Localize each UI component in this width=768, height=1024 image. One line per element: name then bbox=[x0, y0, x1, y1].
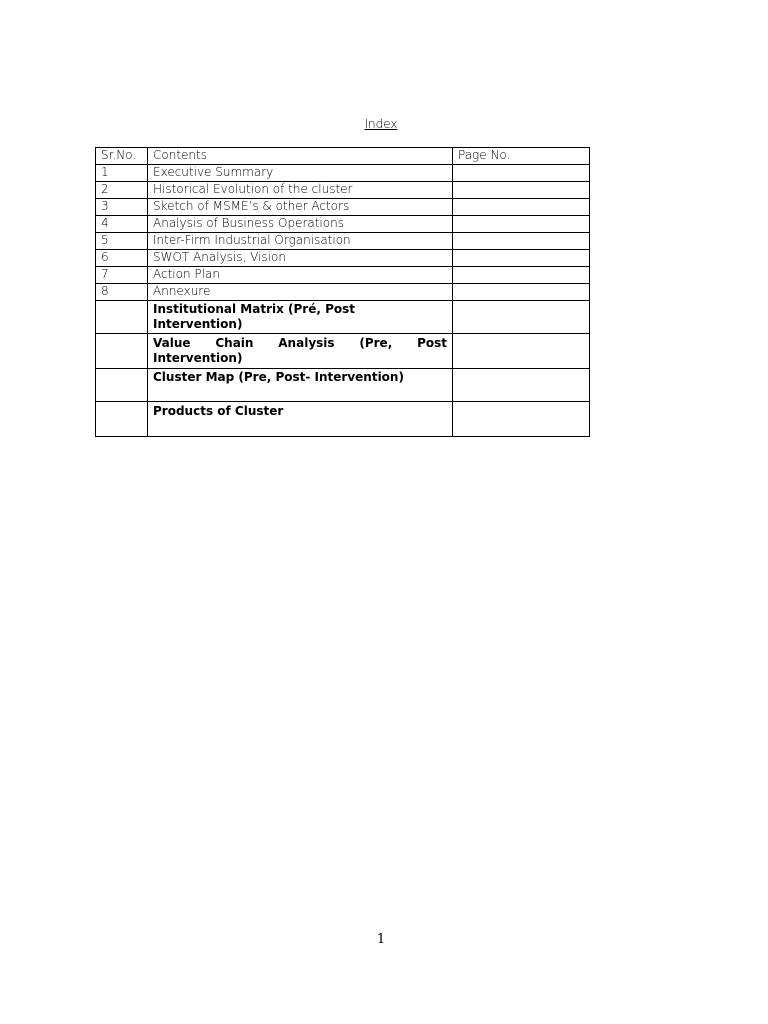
index-table bbox=[95, 147, 590, 437]
row-page-no bbox=[453, 267, 590, 284]
row-page-no bbox=[453, 284, 590, 301]
row-sr-no bbox=[96, 402, 148, 437]
row-contents: Products of Cluster bbox=[148, 402, 453, 437]
row-page-no bbox=[453, 233, 590, 250]
row-page-no bbox=[453, 402, 590, 437]
table-row bbox=[96, 369, 590, 402]
table-row bbox=[96, 402, 590, 437]
table-row bbox=[96, 199, 590, 216]
row-page-no bbox=[453, 250, 590, 267]
row-sr-no: 7 bbox=[96, 267, 148, 284]
row-contents: Institutional Matrix (Pré, Post Intervention) bbox=[148, 301, 453, 334]
table-row bbox=[96, 267, 590, 284]
row-page-no bbox=[453, 182, 590, 199]
table-row bbox=[96, 284, 590, 301]
row-page-no bbox=[453, 301, 590, 334]
row-sr-no: 5 bbox=[96, 233, 148, 250]
row-sr-no: 6 bbox=[96, 250, 148, 267]
row-sr-no: 8 bbox=[96, 284, 148, 301]
row-sr-no bbox=[96, 334, 148, 369]
row-contents: Inter-Firm Industrial Organisation bbox=[148, 233, 453, 250]
table-row bbox=[96, 250, 590, 267]
row-contents: SWOT Analysis, Vision bbox=[148, 250, 453, 267]
row-contents: Cluster Map (Pre, Post- Intervention) bbox=[148, 369, 453, 402]
table-row bbox=[96, 334, 590, 369]
header-sr-no: Sr.No. bbox=[96, 148, 148, 165]
table-header-row bbox=[96, 148, 590, 165]
row-page-no bbox=[453, 216, 590, 233]
page-number: 1 bbox=[376, 932, 386, 947]
row-sr-no: 4 bbox=[96, 216, 148, 233]
row-sr-no bbox=[96, 301, 148, 334]
row-contents: Historical Evolution of the cluster bbox=[148, 182, 453, 199]
row-contents: Analysis of Business Operations bbox=[148, 216, 453, 233]
table-row bbox=[96, 165, 590, 182]
index-title: Index bbox=[364, 117, 398, 131]
table-row bbox=[96, 233, 590, 250]
row-page-no bbox=[453, 369, 590, 402]
row-contents: Sketch of MSME’s & other Actors bbox=[148, 199, 453, 216]
row-contents: Executive Summary bbox=[148, 165, 453, 182]
table-row bbox=[96, 182, 590, 199]
row-sr-no bbox=[96, 369, 148, 402]
row-sr-no: 1 bbox=[96, 165, 148, 182]
table-row bbox=[96, 301, 590, 334]
row-contents: Value Chain Analysis (Pre, Post Intervention) bbox=[148, 334, 453, 369]
row-sr-no: 3 bbox=[96, 199, 148, 216]
header-page-no: Page No. bbox=[453, 148, 590, 165]
row-contents: Action Plan bbox=[148, 267, 453, 284]
row-page-no bbox=[453, 165, 590, 182]
row-sr-no: 2 bbox=[96, 182, 148, 199]
table-row bbox=[96, 216, 590, 233]
header-contents: Contents bbox=[148, 148, 453, 165]
row-contents: Annexure bbox=[148, 284, 453, 301]
row-page-no bbox=[453, 334, 590, 369]
row-page-no bbox=[453, 199, 590, 216]
